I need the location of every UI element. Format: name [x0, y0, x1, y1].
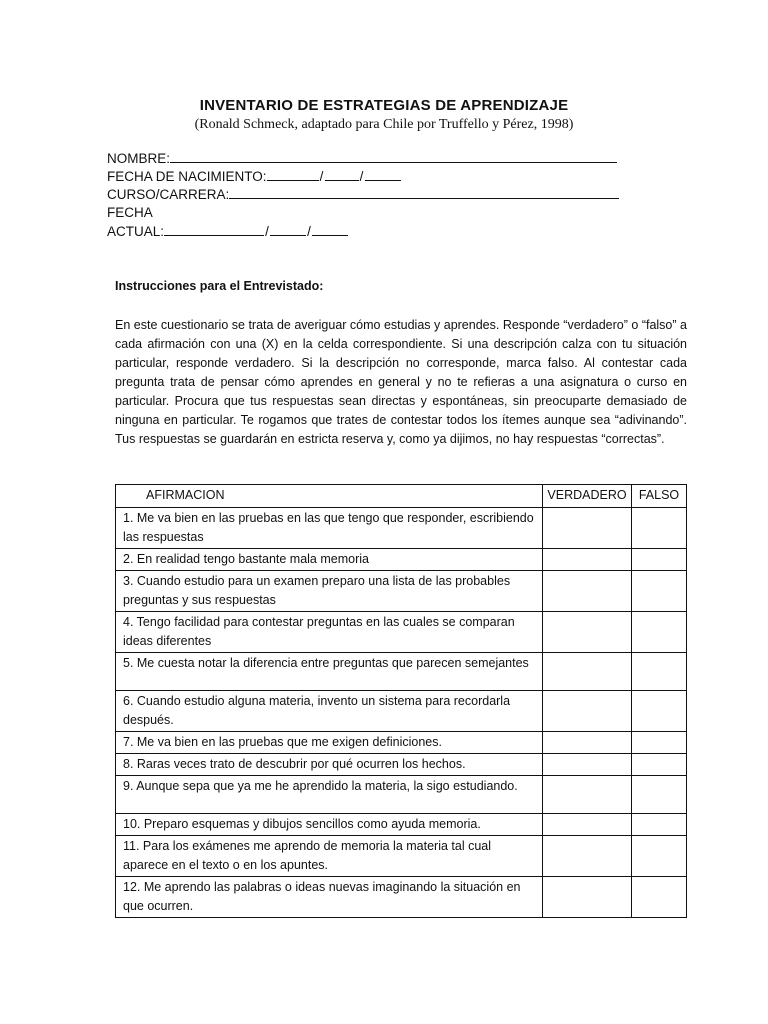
true-answer-cell[interactable]: [543, 732, 632, 754]
true-answer-cell[interactable]: [543, 836, 632, 877]
statement-cell: 4. Tengo facilidad para contestar preguntas en las cuales se comparan ideas diferentes: [116, 612, 543, 653]
name-blank-line[interactable]: [170, 149, 617, 163]
statement-cell: 2. En realidad tengo bastante mala memoria: [116, 549, 543, 571]
statement-cell: 12. Me aprendo las palabras o ideas nuevas imaginando la situación en que ocurren.: [116, 877, 543, 918]
table-row: [116, 732, 687, 754]
date-separator: /: [265, 224, 269, 239]
birth-date-field[interactable]: [107, 167, 401, 185]
statement-cell: 3. Cuando estudio para un examen preparo una lista de las probables preguntas y sus respuestas: [116, 571, 543, 612]
false-answer-cell[interactable]: [632, 653, 687, 691]
birth-year-blank[interactable]: [365, 167, 401, 181]
table-row: [116, 508, 687, 549]
current-year-blank[interactable]: [312, 222, 348, 236]
document-subtitle: (Ronald Schmeck, adaptado para Chile por Truffello y Pérez, 1998): [194, 117, 574, 132]
table-row: [116, 691, 687, 732]
statement-column-header: AFIRMACION: [116, 485, 543, 508]
table-row: [116, 836, 687, 877]
date-separator: /: [359, 169, 364, 184]
false-answer-cell[interactable]: [632, 549, 687, 571]
date-separator: /: [307, 224, 311, 239]
course-field[interactable]: [107, 185, 619, 203]
statement-cell: 7. Me va bien en las pruebas que me exigen definiciones.: [116, 732, 543, 754]
course-label: CURSO/CARRERA:: [107, 187, 230, 202]
true-answer-cell[interactable]: [543, 549, 632, 571]
true-answer-cell[interactable]: [543, 612, 632, 653]
false-answer-cell[interactable]: [632, 612, 687, 653]
instructions-heading: Instrucciones para el Entrevistado:: [115, 279, 324, 293]
statement-cell: 11. Para los exámenes me aprendo de memoria la materia tal cual aparece en el texto o en los apuntes.: [116, 836, 543, 877]
date-separator: /: [319, 169, 324, 184]
statement-cell: 10. Preparo esquemas y dibujos sencillos como ayuda memoria.: [116, 814, 543, 836]
statement-cell: 1. Me va bien en las pruebas en las que tengo que responder, escribiendo las respuestas: [116, 508, 543, 549]
document-title: INVENTARIO DE ESTRATEGIAS DE APRENDIZAJE: [199, 97, 569, 114]
name-field[interactable]: [107, 149, 617, 167]
table-row: [116, 653, 687, 691]
false-answer-cell[interactable]: [632, 776, 687, 814]
table-row: [116, 612, 687, 653]
table-row: [116, 754, 687, 776]
false-answer-cell[interactable]: [632, 814, 687, 836]
statement-cell: 8. Raras veces trato de descubrir por qué ocurren los hechos.: [116, 754, 543, 776]
true-column-header: VERDADERO: [543, 485, 632, 508]
birth-date-label: FECHA DE NACIMIENTO:: [107, 169, 267, 184]
statement-cell: 9. Aunque sepa que ya me he aprendido la materia, la sigo estudiando.: [116, 776, 543, 814]
false-column-header: FALSO: [632, 485, 687, 508]
course-blank-line[interactable]: [229, 185, 619, 199]
table-row: [116, 571, 687, 612]
false-answer-cell[interactable]: [632, 508, 687, 549]
true-answer-cell[interactable]: [543, 776, 632, 814]
current-date-label-line1: FECHA: [107, 205, 153, 220]
table-row: [116, 877, 687, 918]
name-label: NOMBRE:: [107, 151, 171, 166]
birth-month-blank[interactable]: [325, 167, 359, 181]
instructions-paragraph: En este cuestionario se trata de averiguar cómo estudias y aprendes. Responde “verdadero” o “falso” a cada afirmación con una (X) en la celda correspondiente. Si una descripción calza con tu situación particular, responde verdadero. Si la descripción no corresponde, marca falso. Al contestar cada pregunta trata de pensar cómo aprendes en general y no te refieras a una asignatura o curso en particular. Procura que tus respuestas sean directas y espontáneas, sin preocuparte demasiado de ninguna en particular. Te rogamos que trates de contestar todos los ítemes aunque sea “adivinando”. Tus respuestas se guardarán en estricta reserva y, como ya dijimos, no hay respuestas “correctas”.: [115, 318, 687, 446]
inventory-table: [115, 484, 687, 918]
statement-cell: 6. Cuando estudio alguna materia, invento un sistema para recordarla después.: [116, 691, 543, 732]
false-answer-cell[interactable]: [632, 877, 687, 918]
birth-day-blank[interactable]: [267, 167, 319, 181]
false-answer-cell[interactable]: [632, 571, 687, 612]
true-answer-cell[interactable]: [543, 653, 632, 691]
current-date-field[interactable]: [107, 222, 348, 240]
current-day-blank[interactable]: [164, 222, 264, 236]
current-date-label: ACTUAL:: [107, 224, 165, 239]
true-answer-cell[interactable]: [543, 571, 632, 612]
false-answer-cell[interactable]: [632, 836, 687, 877]
false-answer-cell[interactable]: [632, 691, 687, 732]
table-row: [116, 814, 687, 836]
true-answer-cell[interactable]: [543, 814, 632, 836]
statement-cell: 5. Me cuesta notar la diferencia entre preguntas que parecen semejantes: [116, 653, 543, 691]
true-answer-cell[interactable]: [543, 508, 632, 549]
current-month-blank[interactable]: [270, 222, 306, 236]
true-answer-cell[interactable]: [543, 877, 632, 918]
true-answer-cell[interactable]: [543, 691, 632, 732]
true-answer-cell[interactable]: [543, 754, 632, 776]
table-row: [116, 549, 687, 571]
inventory-table-body: [116, 508, 687, 918]
table-header-row: [116, 485, 687, 508]
false-answer-cell[interactable]: [632, 754, 687, 776]
table-row: [116, 776, 687, 814]
false-answer-cell[interactable]: [632, 732, 687, 754]
